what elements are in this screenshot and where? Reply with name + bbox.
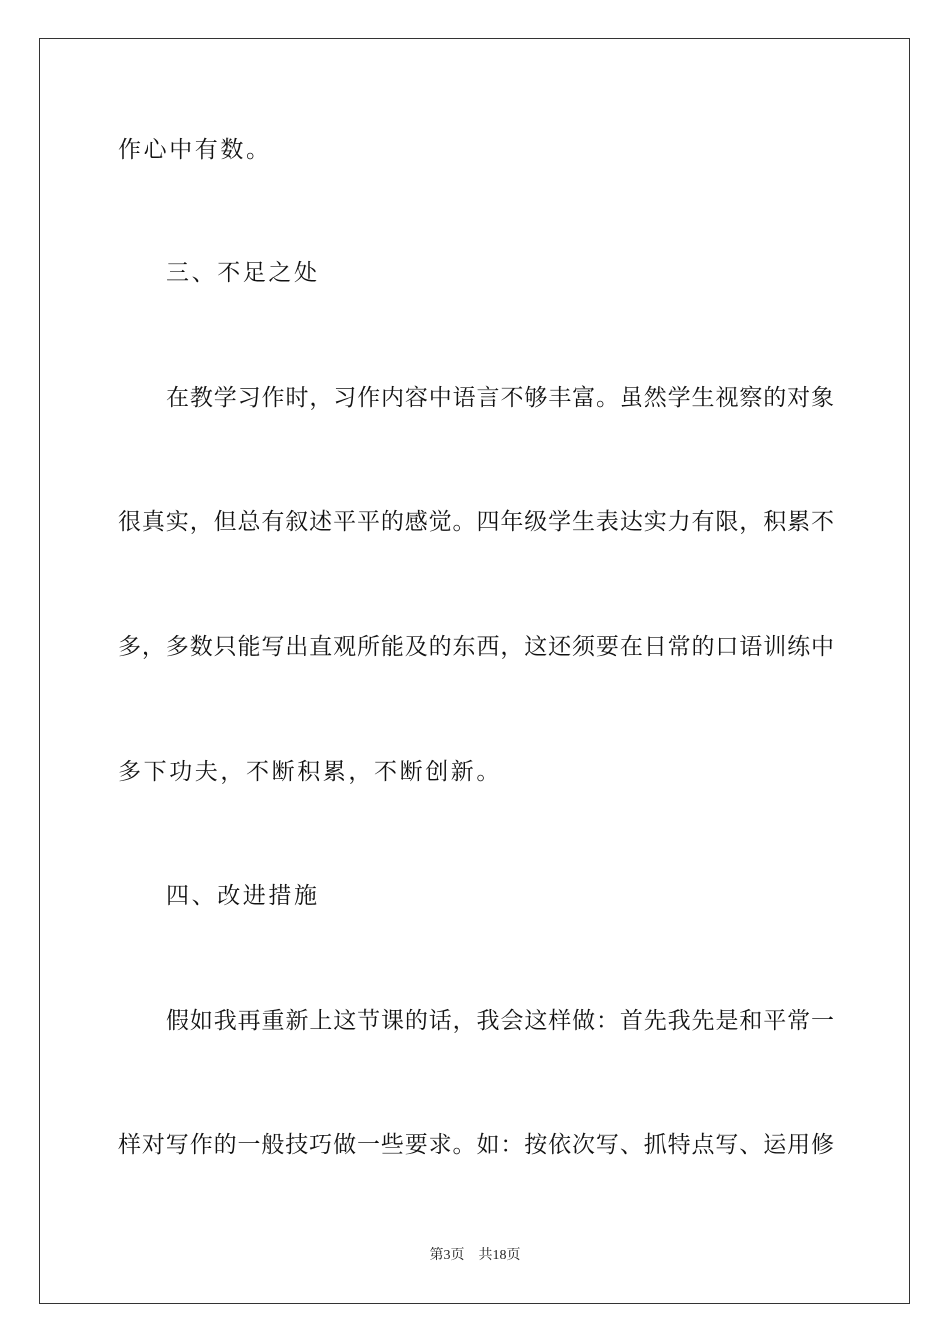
page-footer — [0, 1247, 950, 1265]
text-line-1: 作心中有数。 — [118, 137, 272, 163]
page-number: 第3页 — [429, 1248, 465, 1263]
section-heading-3: 三、不足之处 — [166, 260, 320, 286]
page-frame — [39, 38, 910, 1304]
text-line-4: 很真实，但总有叙述平平的感觉。四年级学生表达实力有限，积累不 — [118, 509, 834, 535]
text-line-5: 多，多数只能写出直观所能及的东西，这还须要在日常的口语训练中 — [118, 634, 834, 660]
total-pages: 共18页 — [478, 1248, 521, 1263]
text-line-6: 多下功夫，不断积累，不断创新。 — [118, 759, 502, 785]
text-line-9: 样对写作的一般技巧做一些要求。如：按依次写、抓特点写、运用修 — [118, 1132, 834, 1158]
text-line-3: 在教学习作时，习作内容中语言不够丰富。虽然学生视察的对象 — [166, 385, 834, 411]
section-heading-4: 四、改进措施 — [166, 883, 320, 909]
text-line-8: 假如我再重新上这节课的话，我会这样做：首先我先是和平常一 — [166, 1008, 834, 1034]
